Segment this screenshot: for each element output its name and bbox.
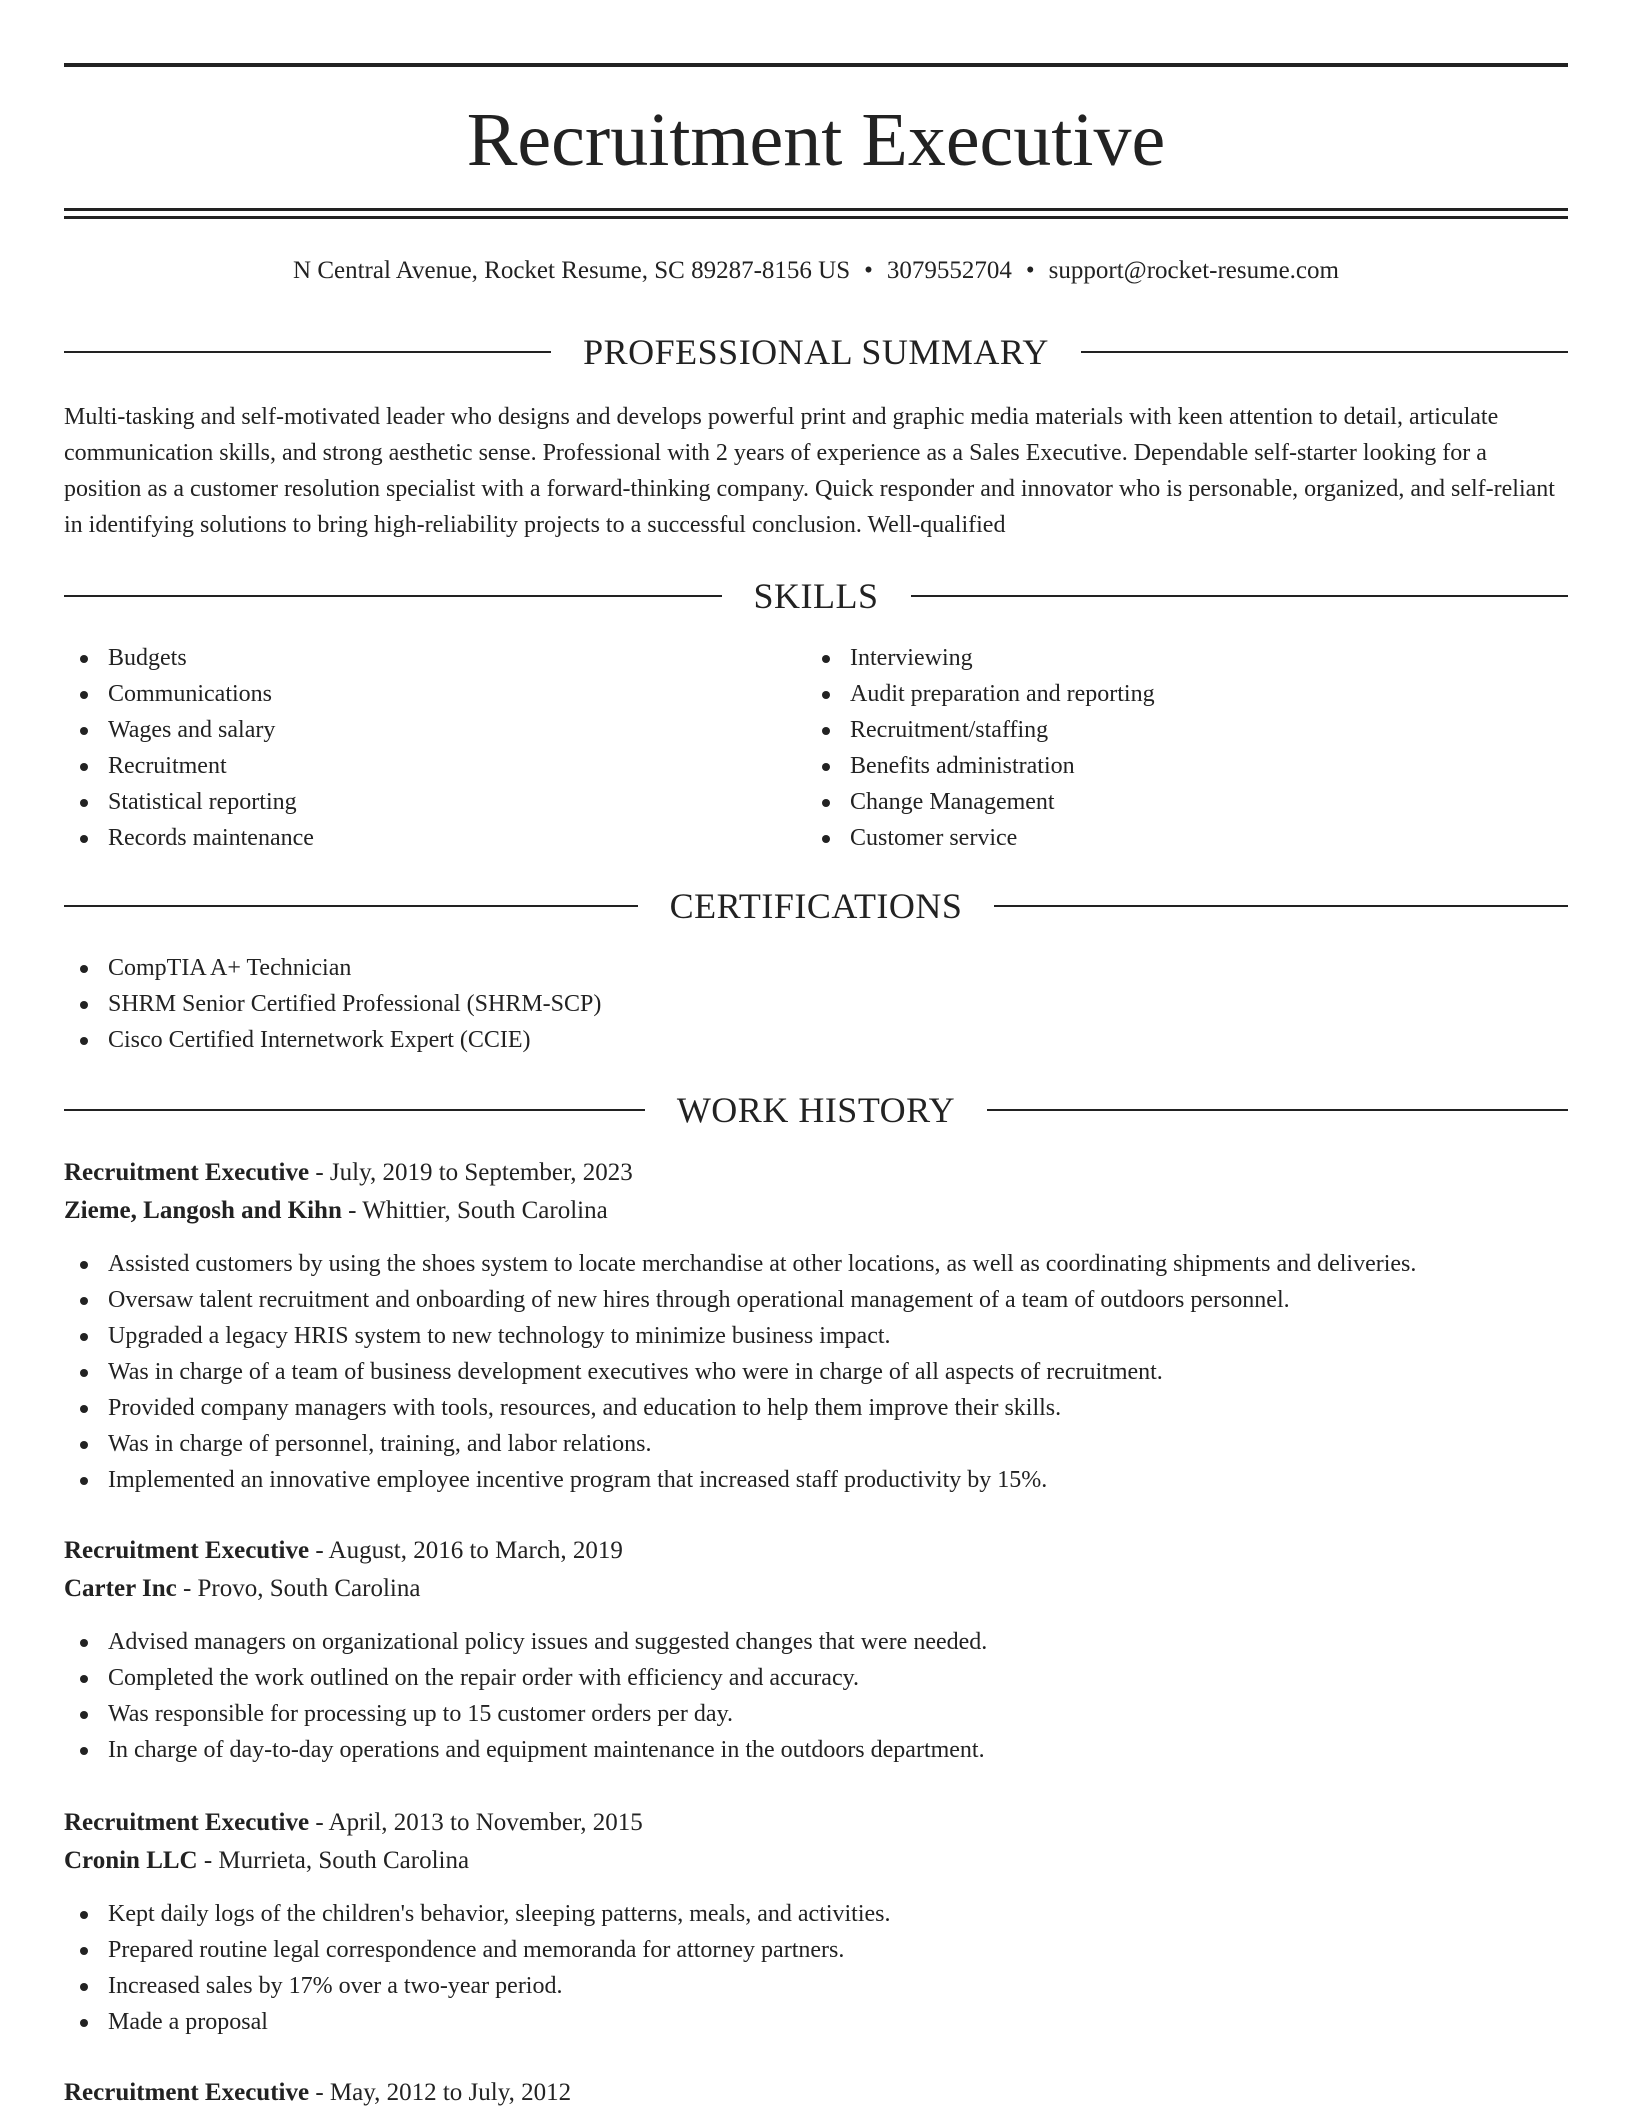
job-title-line	[64, 1154, 1568, 1192]
resume-name: Recruitment Executive	[466, 98, 1166, 182]
job-duty-item: Implemented an innovative employee incentive program that increased staff productivity by 15%.	[64, 1462, 1568, 1498]
contact-line	[64, 253, 1568, 289]
job-duty-item: In charge of day-to-day operations and equipment maintenance in the outdoors department.	[64, 1732, 1568, 1768]
job-entry	[64, 1154, 1568, 1498]
job-title: Recruitment Executive	[64, 1159, 310, 1186]
job-entry	[64, 1532, 1568, 1768]
job-duty-item: Was responsible for processing up to 15 customer orders per day.	[64, 1696, 1568, 1732]
job-title: Recruitment Executive	[64, 1537, 310, 1564]
job-title-line	[64, 2074, 1568, 2112]
job-duties-list	[64, 1896, 1568, 2040]
job-dates: - April, 2013 to November, 2015	[309, 1809, 643, 1836]
job-company: Carter Inc	[64, 1575, 177, 1602]
contact-phone: 3079552704	[886, 257, 1012, 284]
job-duty-item: Advised managers on organizational policy issues and suggested changes that were needed.	[64, 1624, 1568, 1660]
skill-item: Budgets	[64, 640, 804, 676]
contact-address: N Central Avenue, Rocket Resume, SC 89287-8156 US	[293, 257, 851, 284]
section-rule	[1081, 351, 1568, 353]
job-location: - Whittier, South Carolina	[341, 1197, 608, 1224]
section-rule	[64, 351, 551, 353]
section-title: WORK HISTORY	[676, 1090, 956, 1130]
job-company-line	[64, 1570, 1568, 1608]
job-duties-list	[64, 1246, 1568, 1498]
section-title: PROFESSIONAL SUMMARY	[583, 332, 1049, 372]
job-duty-item: Completed the work outlined on the repair order with efficiency and accuracy.	[64, 1660, 1568, 1696]
section-heading-summary	[64, 328, 1568, 376]
section-heading-certifications	[64, 882, 1568, 930]
job-company: Cronin LLC	[64, 1847, 198, 1874]
job-duty-item: Prepared routine legal correspondence and memoranda for attorney partners.	[64, 1932, 1568, 1968]
contact-separator: •	[864, 257, 873, 284]
skill-item: Interviewing	[806, 640, 1546, 676]
section-rule	[911, 595, 1569, 597]
job-title: Recruitment Executive	[64, 1809, 310, 1836]
job-title: Recruitment Executive	[64, 2079, 310, 2106]
job-title-line	[64, 1532, 1568, 1570]
certification-item: CompTIA A+ Technician	[64, 950, 1568, 986]
skill-item: Wages and salary	[64, 712, 804, 748]
header-top-rule	[64, 63, 1568, 67]
header-double-rule-top	[64, 208, 1568, 211]
section-rule	[64, 1109, 645, 1111]
contact-separator: •	[1025, 257, 1035, 284]
job-duties-list	[64, 1624, 1568, 1768]
job-title-line	[64, 1804, 1568, 1842]
skill-item: Recruitment	[64, 748, 804, 784]
section-rule	[64, 595, 722, 597]
section-title: SKILLS	[753, 576, 879, 616]
section-rule	[987, 1109, 1568, 1111]
job-company-line	[64, 1842, 1568, 1880]
job-duty-item: Was in charge of a team of business development executives who were in charge of all aspects of recruitment.	[64, 1354, 1568, 1390]
job-duty-item: Made a proposal	[64, 2004, 1568, 2040]
job-entry	[64, 1804, 1568, 2040]
certification-item: SHRM Senior Certified Professional (SHRM-SCP)	[64, 986, 1568, 1022]
job-location: - Murrieta, South Carolina	[197, 1847, 470, 1874]
section-rule	[64, 905, 638, 907]
job-dates: - May, 2012 to July, 2012	[309, 2079, 572, 2106]
section-title: CERTIFICATIONS	[669, 886, 963, 926]
job-company-line	[64, 1192, 1568, 1230]
section-heading-work-history	[64, 1086, 1568, 1134]
section-rule	[994, 905, 1568, 907]
certifications-list	[64, 950, 1568, 1058]
job-duty-item: Upgraded a legacy HRIS system to new technology to minimize business impact.	[64, 1318, 1568, 1354]
job-duty-item: Provided company managers with tools, resources, and education to help them improve their skills.	[64, 1390, 1568, 1426]
certification-item: Cisco Certified Internetwork Expert (CCIE)	[64, 1022, 1568, 1058]
skills-list-right	[806, 640, 1546, 856]
job-duty-item: Increased sales by 17% over a two-year period.	[64, 1968, 1568, 2004]
section-heading-skills	[64, 572, 1568, 620]
job-entry	[64, 2074, 1568, 2112]
skill-item: Customer service	[806, 820, 1546, 856]
job-duty-item: Oversaw talent recruitment and onboarding of new hires through operational management of a team of outdoors personnel.	[64, 1282, 1568, 1318]
job-duty-item: Was in charge of personnel, training, and labor relations.	[64, 1426, 1568, 1462]
summary-text: Multi-tasking and self-motivated leader who designs and develops powerful print and graphic media materials with keen attention to detail, articulate communication skills, and strong aesthetic sense. Professional with 2 years of experience as a Sales Executive. Dependable self-starter looking for a position as a customer resolution specialist with a forward-thinking company. Quick responder and innovator who is personable, organized, and self-reliant in identifying solutions to bring high-reliability projects to a successful conclusion. Well-qualified	[64, 404, 1555, 538]
skill-item: Audit preparation and reporting	[806, 676, 1546, 712]
job-duty-item: Assisted customers by using the shoes system to locate merchandise at other locations, as well as coordinating shipments and deliveries.	[64, 1246, 1568, 1282]
skill-item: Change Management	[806, 784, 1546, 820]
header-double-rule-bottom	[64, 216, 1568, 219]
job-duty-item: Kept daily logs of the children's behavior, sleeping patterns, meals, and activities.	[64, 1896, 1568, 1932]
skill-item: Communications	[64, 676, 804, 712]
contact-email: support@rocket-resume.com	[1048, 257, 1339, 284]
skills-list-left	[64, 640, 804, 856]
job-dates: - July, 2019 to September, 2023	[309, 1159, 633, 1186]
job-dates: - August, 2016 to March, 2019	[309, 1537, 623, 1564]
skill-item: Records maintenance	[64, 820, 804, 856]
skill-item: Recruitment/staffing	[806, 712, 1546, 748]
job-company: Zieme, Langosh and Kihn	[64, 1197, 342, 1224]
skill-item: Statistical reporting	[64, 784, 804, 820]
job-location: - Provo, South Carolina	[176, 1575, 421, 1602]
skill-item: Benefits administration	[806, 748, 1546, 784]
